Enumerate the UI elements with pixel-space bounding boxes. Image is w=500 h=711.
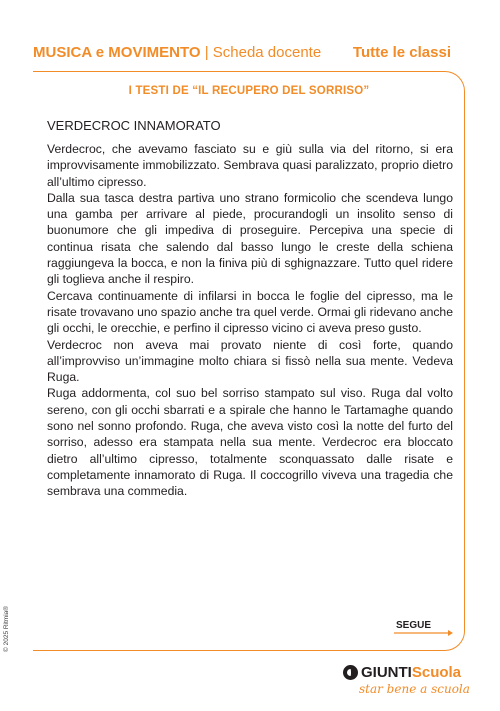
logo-wordmark [343,664,470,681]
paragraph: Verdecroc non aveva mai provato niente di così forte, quando all’improvviso un’immagine molto chiara si fissò nella sua mente. Vedeva Ruga. [47,337,453,385]
document-title: I TESTI DE “IL RECUPERO DEL SORRISO” [128,85,370,97]
copyright-notice: © 2025 Ritmia® [3,605,10,652]
page-header [33,44,465,64]
story-title: VERDECROC INNAMORATO [47,118,221,133]
arrow-right-icon[interactable] [394,627,454,639]
story-body [47,141,453,500]
logo-tagline: star bene a scuola [359,682,470,696]
logo-primary: GIUNTI [361,664,412,681]
next-page-label[interactable]: SEGUE [396,620,432,631]
paragraph: Dalla sua tasca destra partiva uno strano formicolio che scendeva lungo una gamba per arrivare al piede, procurandogli un insolito senso di buonumore che gli impediva di proseguire. Percepiva una specie di continua risata che salendo dal basso lungo le creste della schiena raggiungeva la bocca, e non la finiva più di sghignazzare. Tutto quel ridere gli toglieva anche il respiro. [47,190,453,287]
paragraph: Ruga addormenta, col suo bel sorriso stampato sul viso. Ruga dal volto sereno, con gli occhi sbarrati e a spirale che hanno le Tartamaghe quando sono nel sonno profondo. Ruga, che aveva visto così la notte del furto del sorriso, adesso era stampata nella sua mente. Verdecroc era bloccato dietro all’ultimo cipresso, totalmente sconquassato dalle risate e completamente innamorato di Ruga. Il coccogrillo viveva una tragedia che sembrava una commedia. [47,386,453,499]
header-separator: | [204,44,209,61]
paragraph: Cercava continuamente di infilarsi in bocca le foglie del cipresso, ma le risate trovavano uno spazio anche tra quel verde. Ormai gli ridevano anche gli occhi, le orecchie, e perfino il cipresso vicino ci aveva preso gusto. [47,288,453,336]
subject-label: MUSICA e MOVIMENTO [33,44,201,61]
publisher-logo [343,664,470,696]
paragraph: Verdecroc, che avevamo fasciato su e giù sulla via del ritorno, si era improvvisamente immobilizzato. Sembrava quasi paralizzato, proprio dietro all’ultimo cipresso. [47,142,453,189]
header-subject [33,44,321,61]
header-role: Scheda docente [212,44,322,61]
header-classes: Tutte le classi [352,44,451,61]
logo-secondary: Scuola [411,664,462,681]
giunti-logo-icon [343,665,358,680]
